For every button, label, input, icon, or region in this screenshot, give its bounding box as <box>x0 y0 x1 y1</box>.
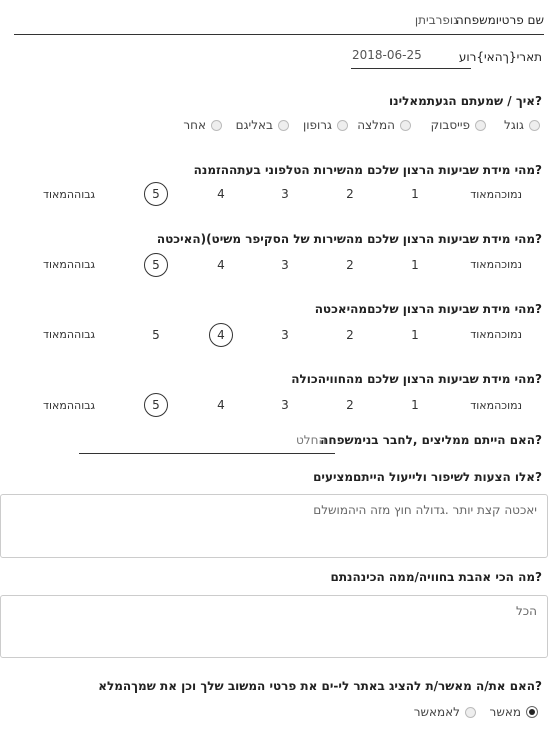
consent-option-decline[interactable]: לאמאשר <box>414 705 476 719</box>
scale-question-skipper: מהי מידת שביעות הרצון שלכם מהשירות של הסקיפר משיט)(האיכטה? <box>156 232 542 246</box>
source-option-baligam[interactable]: באליגם <box>236 118 289 132</box>
improve-textarea[interactable] <box>0 494 548 558</box>
scale-low-label: נמוכהמאוד <box>470 328 522 341</box>
recommend-question: האם הייתם ממליצים ,לחבר בנימשפחה? <box>320 433 542 447</box>
scale-option-5-selected[interactable]: 5 <box>144 393 168 417</box>
scale-low-label: נמוכהמאוד <box>470 399 522 412</box>
scale-option-3[interactable]: 3 <box>281 258 289 272</box>
loved-textarea-value: הכל <box>515 604 537 618</box>
radio-icon <box>529 120 540 131</box>
loved-textarea[interactable] <box>0 595 548 658</box>
scale-option-3[interactable]: 3 <box>281 328 289 342</box>
scale-option-1[interactable]: 1 <box>411 187 419 201</box>
scale-question-yacht: מהי מידת שביעות הרצון שלכםמהיאכטה? <box>314 302 542 316</box>
consent-question: האם את/ה מאשר/ת להציג באתר לי-ים את פרטי המשוב שלך וכן את שמךהמלא? <box>98 679 542 693</box>
consent-option-approve[interactable]: מאשר <box>490 705 538 719</box>
scale-low-label: נמוכהמאוד <box>470 258 522 271</box>
source-option-google[interactable]: גוגל <box>504 118 540 132</box>
scale-question-experience: מהי מידת שביעות הרצון שלכם מהחוויהכולה? <box>291 372 542 386</box>
radio-icon <box>475 120 486 131</box>
recommend-input-value[interactable]: החלט <box>296 433 327 447</box>
improve-question: אלו הצעות לשיפור ולייעול הייתםמציעים? <box>313 470 542 484</box>
scale-option-4[interactable]: 4 <box>217 258 225 272</box>
scale-option-5[interactable]: 5 <box>152 328 160 342</box>
scale-option-2[interactable]: 2 <box>346 398 354 412</box>
source-option-groupon[interactable]: גרופון <box>303 118 348 132</box>
scale-high-label: גבוההמאוד <box>43 328 96 341</box>
scale-option-4[interactable]: 4 <box>217 187 225 201</box>
radio-icon <box>337 120 348 131</box>
name-field-label: שם פרטיומשפחה <box>455 13 544 27</box>
scale-option-1[interactable]: 1 <box>411 258 419 272</box>
name-field-underline <box>14 34 544 35</box>
date-field-label: תארי{ךהאי}רוע <box>458 50 542 64</box>
scale-option-3[interactable]: 3 <box>281 187 289 201</box>
scale-option-1[interactable]: 1 <box>411 398 419 412</box>
scale-option-2[interactable]: 2 <box>346 328 354 342</box>
scale-option-4-selected[interactable]: 4 <box>209 323 233 347</box>
radio-selected-icon <box>526 706 538 718</box>
improve-textarea-value: יאכטה קצת יותר .גדולה חוץ מזה היהמושלם <box>313 503 537 517</box>
source-question: איך / שמעתם הגעתמאלינו? <box>389 94 542 108</box>
scale-option-4[interactable]: 4 <box>217 398 225 412</box>
date-field-underline <box>351 68 471 69</box>
recommend-input-underline <box>79 453 335 454</box>
name-field-value[interactable]: נופרביתן <box>414 13 458 27</box>
scale-question-phone-service: מהי מידת שביעות הרצון שלכם מהשירות הטלפוני בעתההזמנה? <box>193 163 542 177</box>
radio-icon <box>465 707 476 718</box>
scale-option-5-selected[interactable]: 5 <box>144 253 168 277</box>
scale-option-2[interactable]: 2 <box>346 258 354 272</box>
scale-option-3[interactable]: 3 <box>281 398 289 412</box>
scale-high-label: גבוההמאוד <box>43 188 96 201</box>
scale-high-label: גבוההמאוד <box>43 399 96 412</box>
radio-icon <box>400 120 411 131</box>
scale-option-5-selected[interactable]: 5 <box>144 182 168 206</box>
source-option-recommendation[interactable]: המלצה <box>357 118 411 132</box>
scale-low-label: נמוכהמאוד <box>470 188 522 201</box>
scale-option-1[interactable]: 1 <box>411 328 419 342</box>
radio-icon <box>278 120 289 131</box>
radio-icon <box>211 120 222 131</box>
scale-option-2[interactable]: 2 <box>346 187 354 201</box>
date-field-value[interactable]: 2018-06-25 <box>352 48 422 62</box>
source-option-other[interactable]: אחר <box>183 118 222 132</box>
scale-high-label: גבוההמאוד <box>43 258 96 271</box>
loved-question: מה הכי אהבת בחוויה/ממה הכינהנתם? <box>330 570 542 584</box>
source-option-facebook[interactable]: פייסבוק <box>431 118 486 132</box>
